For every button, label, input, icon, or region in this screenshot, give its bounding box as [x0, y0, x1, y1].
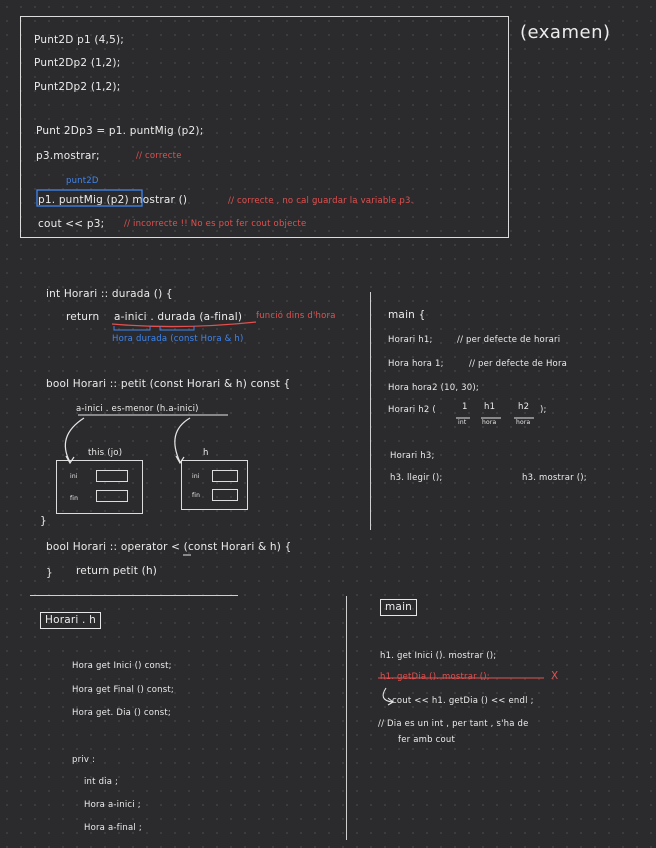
code-line: return: [66, 311, 100, 323]
code-line: cout << h1. getDia () << endl ;: [392, 696, 534, 706]
comment-dia-cont: fer amb cout: [398, 735, 455, 745]
code-line: h3. llegir ();: [390, 473, 443, 483]
diagram-this-ini: ini: [70, 473, 78, 480]
code-line: bool Horari :: petit (const Horari & h) const {: [46, 378, 291, 390]
diagram-this-fin: fin: [70, 495, 79, 502]
horari-h-header: Horari . h: [40, 612, 101, 629]
code-line: Hora get Final () const;: [72, 685, 174, 695]
code-line: Hora hora2 (10, 30);: [388, 383, 479, 393]
fraction-den: int: [458, 419, 467, 426]
note-title: (examen): [520, 22, 611, 43]
comment-correcte: // correcte: [136, 151, 182, 161]
diagram-h-box: [181, 460, 248, 510]
divider-vertical-top: [370, 292, 371, 530]
diagram-h-fin-slot: [212, 489, 238, 501]
divider-vertical-bottom: [346, 596, 347, 840]
diagram-h-ini-slot: [212, 470, 238, 482]
comment-cout: // incorrecte !! No es pot fer cout objecte: [124, 219, 307, 229]
code-line: Hora a-final ;: [84, 823, 142, 833]
code-line: p1. puntMig (p2) mostrar (): [38, 194, 188, 206]
code-line: main {: [388, 309, 426, 321]
return-comment: funció dins d'hora: [256, 311, 336, 321]
annotation-punt2d: punt2D: [66, 176, 99, 186]
code-line: p3.mostrar;: [36, 150, 100, 162]
diagram-h-ini: ini: [192, 473, 200, 480]
main-header: main: [380, 599, 417, 616]
code-line: priv :: [72, 755, 96, 765]
code-line: Horari h1;: [388, 335, 433, 345]
comment-h1: // per defecte de horari: [457, 335, 561, 345]
comment-p1: // correcte , no cal guardar la variable p3.: [228, 196, 414, 206]
cross-mark: X: [551, 670, 559, 682]
h2-close: );: [540, 405, 547, 415]
code-line: Punt2Dp2 (1,2);: [34, 57, 121, 69]
diagram-this-ini-slot: [96, 470, 128, 482]
return-expression: a-inici . durada (a-final): [114, 311, 243, 323]
comment-dia: // Dia es un int , per tant , s'ha de: [378, 719, 529, 729]
comment-hora1: // per defecte de Hora: [469, 359, 568, 369]
code-line: }: [40, 515, 47, 527]
code-line: Hora get. Dia () const;: [72, 708, 171, 718]
code-line: Horari h2 (: [388, 405, 436, 415]
code-line: a-inici . es-menor (h.a-inici): [76, 404, 199, 414]
code-line-strikethrough: h1. getDia (). mostrar ();: [380, 672, 490, 682]
code-line: int dia ;: [84, 777, 119, 787]
code-line: Hora hora 1;: [388, 359, 444, 369]
fraction-num: 1: [462, 402, 468, 412]
code-line: cout << p3;: [38, 218, 105, 230]
diagram-this-box: [56, 460, 143, 514]
fraction-num: h1: [484, 402, 496, 412]
code-line: Hora get Inici () const;: [72, 661, 172, 671]
code-line: int Horari :: durada () {: [46, 288, 173, 300]
diagram-this-label: this (jo): [88, 448, 123, 458]
fraction-den: hora: [516, 419, 531, 426]
diagram-h-fin: fin: [192, 492, 201, 499]
code-line: bool Horari :: operator < (const Horari & h) {: [46, 541, 292, 553]
fraction-num: h2: [518, 402, 530, 412]
code-line: return petit (h): [76, 565, 158, 577]
code-line: Punt 2Dp3 = p1. puntMig (p2);: [36, 125, 204, 137]
divider-horizontal: [30, 595, 238, 596]
diagram-h-label: h: [203, 448, 209, 458]
code-line: Punt2Dp2 (1,2);: [34, 81, 121, 93]
code-line: h3. mostrar ();: [522, 473, 587, 483]
code-line: Horari h3;: [390, 451, 435, 461]
fraction-den: hora: [482, 419, 497, 426]
diagram-this-fin-slot: [96, 490, 128, 502]
code-line: Punt2D p1 (4,5);: [34, 34, 124, 46]
blue-note: Hora durada (const Hora & h): [112, 334, 244, 344]
code-line: }: [46, 567, 53, 579]
code-line: h1. get Inici (). mostrar ();: [380, 651, 497, 661]
code-line: Hora a-inici ;: [84, 800, 141, 810]
